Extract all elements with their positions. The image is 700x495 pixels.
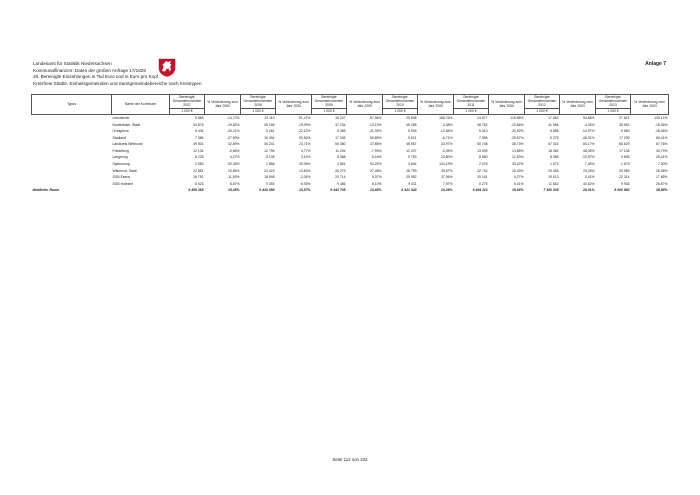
cell-change-pct: 7,46% [584,162,595,167]
cell-change-pct: -27,59% [226,135,240,140]
header-line-1: Landesamt für Statistik Niedersachsen [33,61,112,66]
cell-amount: 22 314 [619,175,630,180]
table-row [32,181,669,188]
cell-change-pct: 33,42% [512,162,524,167]
cell-amount: 37 234 [335,122,346,127]
cell-change-pct: -19,97% [581,155,595,160]
cell-change-pct: 10,43% [512,168,524,173]
cell-amount: 5 275 [550,135,559,140]
cell-amount: 41 596 [548,122,559,127]
cell-amount: 9 394 [266,181,275,186]
cell-change-pct: 15,45% [228,188,240,193]
cell-amount: 5 856 [550,129,559,134]
cell-amount: 25 952 [406,175,417,180]
cell-typ [32,167,112,174]
cell-amount: 7 596 [479,135,488,140]
table-row [32,161,669,168]
cell-amount: 6 494 113 [472,188,488,193]
cell-amount: 7 300 339 [543,188,559,193]
cell-amount: 1 679 [621,162,630,167]
cell-amount: 7 386 [195,135,204,140]
unit-label: 1 000 € [312,108,347,114]
cell-change-pct: 27,48% [370,168,382,173]
cell-amount: 12 796 [264,148,275,153]
cell-amount: 11 244 [335,148,346,153]
cell-change-pct: 84,17% [583,142,595,147]
cell-change-pct: 7,90% [657,162,668,167]
report-header [33,61,202,87]
cell-amount: 5 945 [408,129,417,134]
cell-change-pct: 13,57% [299,188,311,193]
cell-amount: 17 106 [619,148,630,153]
cell-change-pct: -10,66% [510,122,524,127]
cell-municipality: Landkreis Wittmund [112,142,143,147]
cell-amount: 8 275 [479,181,488,186]
cell-change-pct: 158,76% [439,115,453,120]
cell-change-pct: 8,57% [229,181,240,186]
table-total-row [32,187,669,194]
cell-change-pct: 3,14% [300,155,311,160]
cell-change-pct: 92,22% [370,162,382,167]
col-year-header: Bereinigte Gesamteinnahmen 2009 [312,95,347,109]
cell-change-pct: 4,38% [442,122,453,127]
cell-change-pct: -18,46% [654,129,668,134]
cell-amount: 5 550 [621,129,630,134]
header-line-4: Kreisfreie Städte, Einheitsgemeinden und Samtgemeindebereiche nach Kreistypen [33,80,202,86]
cell-amount: 16 751 [193,175,204,180]
cell-change-pct: 39,67% [441,168,453,173]
cell-change-pct: 4,27% [229,155,240,160]
cell-typ [32,121,112,128]
table-row [32,148,669,155]
table-row [32,128,669,135]
cell-change-pct: 6,16% [371,155,382,160]
cell-municipality: SGB Esens [112,175,131,180]
cell-change-pct: -14,72% [226,115,240,120]
cell-amount: 18 548 [264,175,275,180]
cell-amount: 6 456 385 [188,188,204,193]
col-year-header: Bereinigte Gesamteinnahmen 2007 [170,95,205,109]
page-number: Seite 112 von 232 [332,457,368,462]
header-row [32,95,669,109]
cell-municipality: Spiekeroog [112,162,130,167]
col-pct-header: % Veränderung zum Jahr 2000 [631,95,669,115]
cell-amount: 45 288 [406,122,417,127]
cell-amount: 1 868 [266,162,275,167]
col-pct-header: % Veränderung zum Jahr 2000 [347,95,383,115]
cell-amount: 24 877 [477,115,488,120]
cell-change-pct: -18,06% [654,122,668,127]
cell-amount: 48 967 [406,142,417,147]
cell-amount: 9 753 [408,155,417,160]
cell-amount: 5 261 [266,129,275,134]
cell-change-pct: 4,27% [513,175,524,180]
unit-label: 1 000 € [241,108,276,114]
cell-amount: 67 315 [548,142,559,147]
cell-amount: 8 108 [266,155,275,160]
cell-change-pct: -19,09% [297,122,311,127]
cell-change-pct: -7,93% [370,148,382,153]
cell-amount: 12 207 [406,148,417,153]
cell-change-pct: -19,62% [226,122,240,127]
cell-amount: 2 983 [195,162,204,167]
cell-amount: 17 299 [619,135,630,140]
cell-amount: 5 434 [195,129,204,134]
cell-municipality: Langeoog [112,155,128,160]
cell-change-pct: 23,80% [441,155,453,160]
cell-amount: 22 742 [477,168,488,173]
cell-amount: 27 621 [619,115,630,120]
cell-amount: 8 000 862 [614,188,630,193]
cell-change-pct: -0,05% [441,148,453,153]
table-row [32,134,669,141]
cell-amount: 23 423 [264,168,275,173]
cell-change-pct: -48,31% [581,135,595,140]
cell-amount: 5 410 [479,129,488,134]
cell-municipality: SGB Holtriem [112,181,134,186]
cell-change-pct: 54,86% [583,115,595,120]
cell-change-pct: -4,34% [583,122,595,127]
cell-amount: 38 762 [477,122,488,127]
cell-change-pct: 37,85% [370,142,382,147]
cell-typ [32,128,112,135]
cell-amount: 25 989 [619,168,630,173]
col-year-header: Bereinigte Gesamteinnahmen 2013 [596,95,631,109]
col-name-header: Name der Kommune [112,95,170,115]
cell-amount: 45 241 [264,142,275,147]
cell-change-pct: 20,05% [299,162,311,167]
cell-change-pct: 115,85% [510,115,524,120]
cell-change-pct: 91,47% [299,115,311,120]
cell-change-pct: 57,96% [370,115,382,120]
cell-change-pct: 13,88% [512,148,524,153]
cell-change-pct: 92,35% [228,162,240,167]
cell-change-pct: 6,93% [300,181,311,186]
col-pct-header: % Veränderung zum Jahr 2000 [418,95,454,115]
cell-amount: 19 161 [477,175,488,180]
col-pct-header: % Veränderung zum Jahr 2000 [560,95,596,115]
cell-amount: 9 898 [621,155,630,160]
cell-change-pct: 4,77% [300,148,311,153]
cell-change-pct: 10,86% [228,168,240,173]
table-row [32,167,669,174]
cell-amount: 8 228 [195,155,204,160]
cell-change-pct: 23,71% [299,142,311,147]
cell-amount: 8 523 [195,181,204,186]
unit-label: 1 000 € [170,108,205,114]
cell-amount: 18 247 [335,115,346,120]
cell-change-pct: 69,89% [370,135,382,140]
cell-amount: 9 521 [408,135,417,140]
cell-amount: 26 279 [335,168,346,173]
col-year-header: Bereinigte Gesamteinnahmen 2012 [525,95,560,109]
cell-amount: 18 082 [548,148,559,153]
cell-change-pct: 13,26% [441,188,453,193]
table-row [32,141,669,148]
col-year-header: Bereinigte Gesamteinnahmen 2008 [241,95,276,109]
cell-municipality: Lemwerder [112,115,130,120]
cell-amount: 29 838 [406,115,417,120]
cell-amount: 8 365 [550,155,559,160]
header-line-3: 28. Bereinigte Einzahlungen in Tsd Euro und in Euro pro Kopf [33,74,159,80]
table-row [32,114,669,121]
cell-typ [32,181,112,188]
cell-change-pct: -13,97% [581,129,595,134]
cell-amount: 17 339 [335,135,346,140]
col-year-header: Bereinigte Gesamteinnahmen 2011 [454,95,489,109]
cell-change-pct: 139,14% [654,115,668,120]
unit-label: 1 000 € [525,108,560,114]
cell-change-pct: -0,65% [228,148,240,153]
cell-amount: 22 851 [193,168,204,173]
cell-amount: 19 013 [548,175,559,180]
cell-amount: 68 629 [619,142,630,147]
cell-change-pct: 87,76% [656,142,668,147]
annex-label: Anlage 7 [645,61,666,67]
cell-change-pct: 40,62% [583,181,595,186]
col-pct-header: % Veränderung zum Jahr 2000 [276,95,312,115]
cell-amount: 35 186 [264,122,275,127]
cell-change-pct: 23,25% [583,168,595,173]
cell-change-pct: -22,12% [297,129,311,134]
cell-municipality: Ovelgönne [112,129,129,134]
cell-amount: 25 406 [548,168,559,173]
cell-amount: 19 394 [264,135,275,140]
cell-typ [32,174,112,181]
cell-typ [32,154,112,161]
cell-municipality: Stadland [112,135,126,140]
cell-change-pct: 36,96% [656,188,668,193]
cell-change-pct: 69,41% [656,135,668,140]
cell-typ [32,161,112,168]
col-pct-header: % Veränderung zum Jahr 2000 [205,95,241,115]
cell-amount: 9 411 [408,181,417,186]
header-line-2: Kommunalfinanzen: Daten der großen Anfrage 17/1828 [33,67,146,73]
cell-change-pct: 26,01% [583,188,595,193]
table-row [32,121,669,128]
cell-municipality: Wittmund, Stadt [112,168,137,173]
cell-change-pct: 26,08% [656,168,668,173]
cell-change-pct: 134,19% [439,162,453,167]
col-typ-header: Typus [32,95,112,115]
cell-amount: 6 420 990 [259,188,275,193]
cell-amount: 20 714 [335,175,346,180]
cell-change-pct: 7,97% [442,181,453,186]
cell-amount: 49 501 [193,142,204,147]
cell-change-pct: 33,97% [441,142,453,147]
cell-change-pct: 13,63% [299,168,311,173]
cell-amount: 2 076 [479,162,488,167]
cell-change-pct: -20,11% [227,129,240,134]
cell-change-pct: 5,41% [513,181,524,186]
cell-amount: 13 909 [477,148,488,153]
cell-amount: 8 880 [479,155,488,160]
cell-change-pct: 40,79% [656,148,668,153]
cell-municipality: Nordenham, Stadt [112,122,141,127]
cell-typ [32,141,112,148]
cell-amount: 12 134 [193,148,204,153]
cell-amount: 50 380 [335,142,346,147]
cell-change-pct: 26,57% [656,181,668,186]
cell-change-pct: 13,65% [370,188,382,193]
cell-amount: 2 861 [337,162,346,167]
cell-municipality [112,187,170,194]
cell-change-pct: 9,37% [371,175,382,180]
cell-amount: 9 866 [195,115,204,120]
cell-amount: 50 748 [477,142,488,147]
cell-amount: 35 552 [619,122,630,127]
cell-amount: 1 672 [550,162,559,167]
cell-change-pct: 19,64% [512,188,524,193]
cell-amount: 11 662 [548,181,559,186]
cell-amount: 6 421 340 [401,188,417,193]
cell-amount: 3 644 [408,162,417,167]
cell-change-pct: -11,53% [227,175,240,180]
cell-amount: 8 368 [337,155,346,160]
unit-label: 1 000 € [454,108,489,114]
cell-change-pct: 25,41% [656,155,668,160]
finance-table [31,94,669,194]
cell-amount: 22 110 [264,115,275,120]
table-row [32,154,669,161]
cell-municipality: Friedeburg [112,148,129,153]
cell-amount: 28 799 [406,168,417,173]
cell-amount: 34 876 [193,122,204,127]
cell-change-pct: -20,52% [510,129,524,134]
cell-change-pct: -21,33% [368,129,382,134]
cell-change-pct: 32,89% [228,142,240,147]
cell-change-pct: -2,04% [299,175,311,180]
cell-typ [32,114,112,121]
cell-change-pct: -12,66% [439,129,453,134]
cell-change-pct: -25,57% [510,135,524,140]
cell-change-pct: 12,53% [512,155,524,160]
cell-change-pct: 37,06% [441,175,453,180]
unit-label: 1 000 € [596,108,631,114]
cell-amount: 9 486 [337,181,346,186]
cell-amount: 9 936 [621,181,630,186]
cell-typ [32,148,112,155]
cell-change-pct: 48,06% [583,148,595,153]
cell-change-pct: 17,85% [656,175,668,180]
unit-label: 1 000 € [383,108,418,114]
table-row [32,174,669,181]
col-pct-header: % Veränderung zum Jahr 2000 [489,95,525,115]
col-year-header: Bereinigte Gesamteinnahmen 2010 [383,95,418,109]
coat-of-arms-logo [158,58,176,77]
finance-table-wrapper [31,94,668,194]
cell-typ [32,134,112,141]
cell-change-pct: 0,41% [584,175,595,180]
cell-amount: 6 443 705 [330,188,346,193]
cell-amount: 5 355 [337,129,346,134]
table-body [32,114,669,194]
cell-amount: 17 863 [548,115,559,120]
cell-change-pct: 90,50% [299,135,311,140]
cell-change-pct: -6,71% [441,135,453,140]
cell-change-pct: -14,19% [368,122,382,127]
cell-change-pct: 8,10% [371,181,382,186]
cell-typ: ländlicher Raum [32,188,59,193]
cell-change-pct: 38,73% [512,142,524,147]
